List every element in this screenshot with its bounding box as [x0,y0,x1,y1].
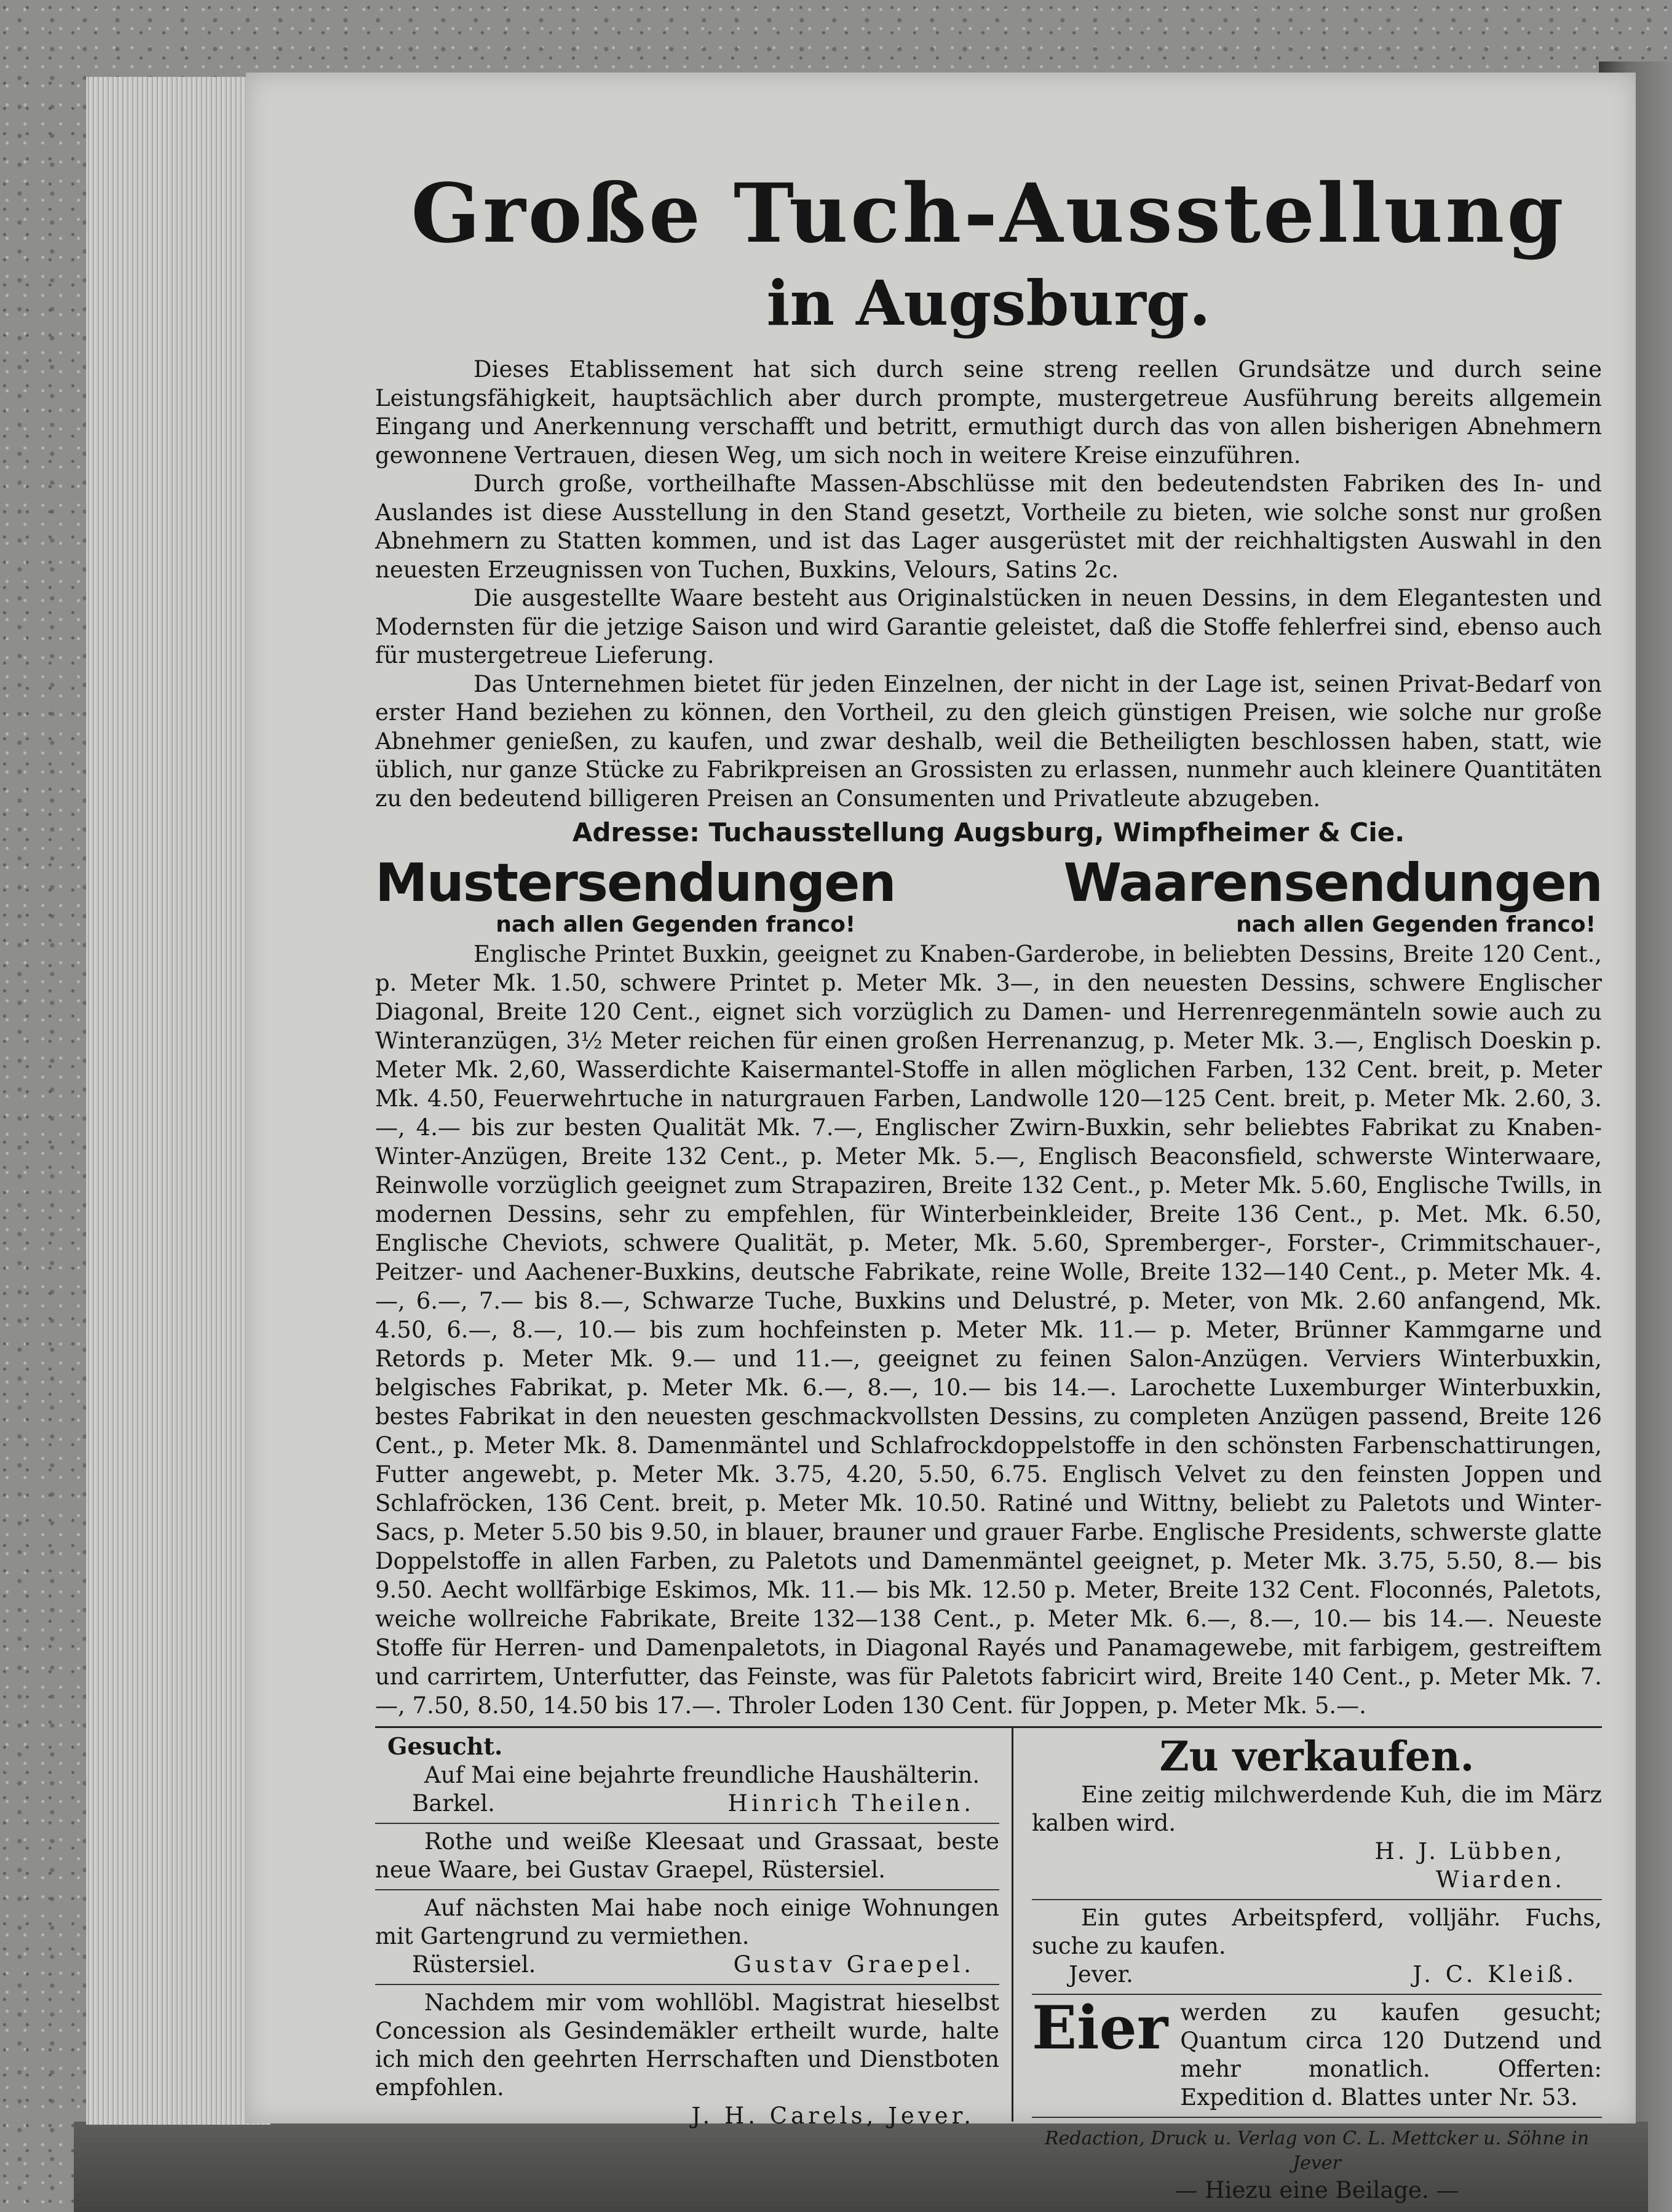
ad-place: Jever. [1069,1961,1133,1988]
page-title: Große Tuch-Ausstellung [411,166,1566,261]
imprint-line: Redaction, Druck u. Verlag von C. L. Mettcker u. Söhne in Jever [1044,2128,1590,2174]
intro-paragraph: Die ausgestellte Waare besteht aus Originalstücken in neuen Dessins, in dem Elegantesten und Modernsten für die jetzige Saison und wird Garantie geleistet, daß die Stoffe fehlerfrei sind, ebenso auch für mustergetreue Lieferung. [375,585,1602,668]
shipping-headline-row [375,854,1602,937]
page-content [375,165,1602,2203]
ad-text: Rothe und weiße Kleesaat und Grassaat, beste neue Waare, bei Gustav Graepel, Rüstersiel. [375,1828,999,1883]
goods-column [1000,854,1602,937]
ad-signature [375,1790,999,1818]
ad-arbeitspferd [1032,1900,1602,1995]
newspaper-page [246,73,1636,2203]
ad-text: Auf Mai eine bejahrte freundliche Haushälterin. [424,1762,980,1788]
intro-paragraph: Dieses Etablissement hat sich durch seine streng reellen Grundsätze und durch seine Leistungsfähigkeit, hauptsächlich aber durch prompte, mustergetreue Ausführung bereits allgemein Eingang und Anerkennung verschafft und betritt, ermuthigt durch das von allen bisherigen Abnehmern gewonnene Vertrauen, diesen Weg, um sich noch in weitere Kreise einzuführen. [375,356,1602,469]
ad-gesucht [375,1728,999,1824]
ad-gesindemaekler [375,1985,999,2135]
samples-headline: Mustersendungen [375,852,895,914]
catalog-text: Englische Printet Buxkin, geeignet zu Knaben-Garderobe, in beliebten Dessins, Breite 120 Cent., p. Meter Mk. 1.50, schwere Printet p. Meter Mk. 3—, in den neuesten Dessins, schwere Englischer Diagonal, Breite 120 Cent., eignet sich vorzüglich zu Damen- und Herrenregenmänteln sowie auch zu Winteranzügen, 3½ Meter reichen für einen großen Herrenanzug, p. Meter Mk. 3.—, Englisch Doeskin p. Meter Mk. 2,60, Wasserdichte Kaisermantel-Stoffe in allen möglichen Farben, 132 Cent. breit, p. Meter Mk. 4.50, Feuerwehrtuche in naturgrauen Farben, Landwolle 120—125 Cent. breit, p. Meter Mk. 2.60, 3.—, 4.— bis zur besten Qualität Mk. 7.—, Englischer Zwirn-Buxkin, sehr beliebtes Fabrikat zu Knaben-Winter-Anzügen, Breite 132 Cent., p. Meter Mk. 5.—, Englisch Beaconsfield, schwerste Winterwaare, Reinwolle vorzüglich geeignet zum Strapaziren, Breite 132 Cent., p. Meter Mk. 5.60, Englische Twills, in modernen Dessins, sehr zu empfehlen, für Winterbeinkleider, Breite 136 Cent., p. Met. Mk. 6.50, Englische Cheviots, schwere Qualität, p. Meter, Mk. 5.60, Spremberger-, Forster-, Crimmitschauer-, Peitzer- und Aachener-Buxkins, deutsche Fabrikate, reine Wolle, Breite 132—140 Cent., p. Meter Mk. 4.—, 6.—, 7.— bis 8.—, Schwarze Tuche, Buxkins und Delustré, p. Meter, von Mk. 2.60 anfangend, Mk. 4.50, 6.—, 8.—, 10.— bis zum hochfeinsten p. Meter Mk. 11.— p. Meter, Brünner Kammgarne und Retords p. Meter Mk. 9.— und 11.—, geeignet zu feinen Salon-Anzügen. Verviers Winterbuxkin, belgisches Fabrikat, p. Meter Mk. 6.—, 8.—, 10.— bis 14.—. Larochette Luxemburger Winterbuxkin, bestes Fabrikat in den neuesten geschmackvollsten Dessins, zu completen Anzügen passend, Breite 126 Cent., p. Meter Mk. 8. Damenmäntel und Schlafrockdoppelstoffe in den schönsten Farbenschattirungen, Futter angewebt, p. Meter Mk. 3.75, 4.20, 5.50, 6.75. Englisch Velvet zu den feinsten Joppen und Schlafröcken, 136 Cent. breit, p. Meter Mk. 10.50. Ratiné und Wittny, beliebt zu Paletots und Winter-Sacs, p. Meter 5.50 bis 9.50, in blauer, brauner und grauer Farbe. Englische Presidents, schwerste glatte Doppelstoffe in allen Farben, zu Paletots und Damenmäntel geeignet, p. Meter Mk. 3.75, 5.50, 8.— bis 9.50. Aecht wollfärbige Eskimos, Mk. 11.— bis Mk. 12.50 p. Meter, Breite 132 Cent. Floconnés, Paletots, weiche wollreiche Fabrikate, Breite 132—138 Cent., p. Meter Mk. 6.—, 8.—, 10.— bis 14.—. Neueste Stoffe für Herren- und Damenpaletots, in Diagonal Rayés und Panamagewebe, mit farbigem, gestreiftem und carrirtem, Unterfutter, das Feinste, was für Paletots fabricirt wird, Breite 140 Cent., p. Meter Mk. 7.—, 7.50, 8.50, 14.50 bis 17.—. Throler Loden 130 Cent. für Joppen, p. Meter Mk. 5.—. [375,941,1602,1719]
ads-left-column [375,1728,1013,2129]
samples-column [375,854,977,937]
classified-ads [375,1728,1602,2203]
ads-right-column [1013,1728,1602,2203]
ad-text: Auf nächsten Mai habe noch einige Wohnungen mit Gartengrund zu vermiethen. [375,1895,999,1949]
intro-paragraph: Durch große, vortheilhafte Massen-Abschlüsse mit den bedeutendsten Fabriken des In- und Auslandes ist diese Ausstellung in den Stand gesetzt, Vortheile zu bieten, wie solche sonst nur großen Abnehmern zu Statten kommen, und ist das Lager ausgerüstet mit der reichhaltigsten Auswahl in den neuesten Erzeugnissen von Tuchen, Buxkins, Velours, Satins 2c. [375,470,1602,583]
samples-franco: nach allen Gegenden franco! [496,912,856,937]
ad-text: Nachdem mir vom wohllöbl. Magistrat hieselbst Concession als Gesindemäkler ertheilt wurde, halte ich mich den geehrten Herrschaften und Dienstboten empfohlen. [375,1989,999,2101]
company-address: Adresse: Tuchausstellung Augsburg, Wimpfheimer & Cie. [572,817,1405,847]
ad-text: Eine zeitig milchwerdende Kuh, die im März kalben wird. [1032,1782,1602,1836]
intro-paragraph: Das Unternehmen bietet für jeden Einzelnen, der nicht in der Lage ist, seinen Privat-Bedarf von erster Hand beziehen zu können, den Vortheil, zu den gleich günstigen Preisen, wie solche nur große Abnehmer genießen, zu kaufen, und zwar deshalb, weil die Betheiligten beschlossen haben, statt, wie üblich, nur ganze Stücke zu Fabrikpreisen an Grossisten zu erlassen, nunmehr auch kleinere Quantitäten zu den bedeutend billigeren Preisen an Consumenten und Privatleute abzugeben. [375,670,1602,812]
ad-heading: Zu verkaufen. [1159,1732,1475,1780]
goods-headline: Waarensendungen [1063,852,1602,914]
ad-place: Barkel. [412,1790,495,1817]
ad-place: Rüstersiel. [412,1951,536,1978]
goods-franco: nach allen Gegenden franco! [1236,912,1596,937]
eier-row [1032,1993,1602,2112]
ad-name: Hinrich Theilen. [727,1790,975,1817]
page-stack-edges [86,77,271,2125]
ad-wohnungen [375,1890,999,1985]
ad-name: J. H. Carels, Jever. [691,2103,975,2129]
ad-name: Gustav Graepel. [733,1951,975,1978]
ad-kleesaat [375,1824,999,1890]
ad-signature [375,2102,999,2130]
ad-zu-verkaufen [1032,1728,1602,1900]
ad-eier [1032,1995,1602,2118]
ad-place: Wiarden. [1435,1866,1565,1893]
eier-heading: Eier [1032,1993,1168,2063]
ad-name: H. J. Lübben, [1374,1838,1565,1865]
ad-signature [375,1951,999,1979]
ad-heading: Gesucht. [387,1732,503,1760]
ad-text: Ein gutes Arbeitspferd, volljähr. Fuchs, suche zu kaufen. [1032,1905,1602,1959]
ad-name: J. C. Kleiß. [1412,1961,1577,1988]
supplement-note: — Hiezu eine Beilage. — [1175,2177,1459,2203]
ad-text: werden zu kaufen gesucht; Quantum circa 120 Dutzend und mehr monatlich. Offerten: Expedition d. Blattes unter Nr. 53. [1180,1999,1602,2111]
ad-signature [1032,1960,1602,1989]
page-subtitle: in Augsburg. [766,267,1211,339]
